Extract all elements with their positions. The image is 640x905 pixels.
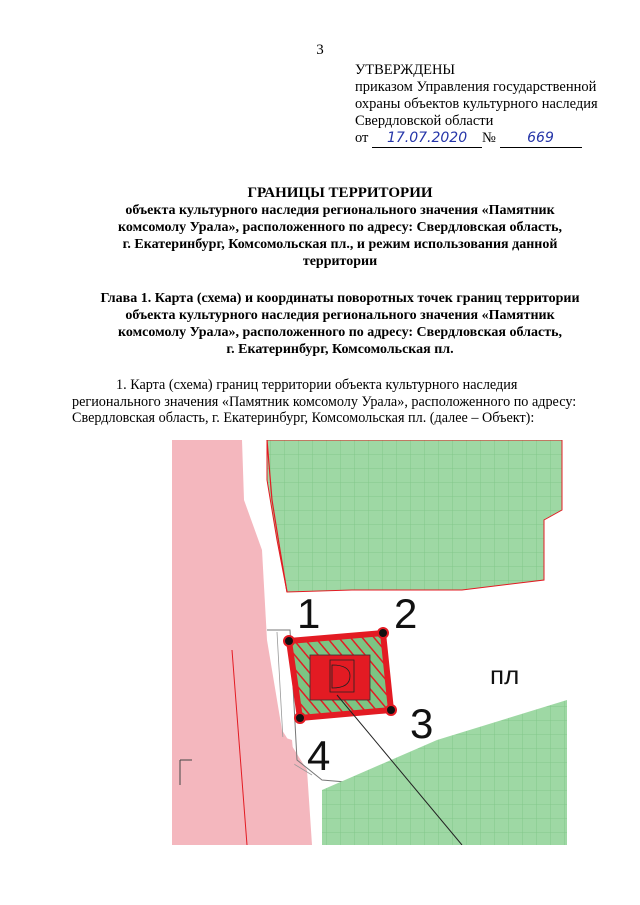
title-line-3: комсомолу Урала», расположенного по адресу: Свердловская область, bbox=[118, 220, 562, 235]
chapter-line-4: г. Екатеринбург, Комсомольская пл. bbox=[226, 342, 454, 357]
area-label: пл bbox=[490, 660, 520, 690]
paragraph-line-1: 1. Карта (схема) границ территории объекта культурного наследия bbox=[116, 377, 518, 393]
date-prefix: от bbox=[355, 130, 369, 146]
point-2-marker bbox=[378, 628, 388, 638]
green-block-top bbox=[267, 440, 562, 592]
number-label: № bbox=[482, 130, 496, 146]
approval-line-1: приказом Управления государственной bbox=[355, 79, 597, 95]
title-line-2: объекта культурного наследия регионального значения «Памятник bbox=[125, 203, 555, 218]
title-line-1: ГРАНИЦЫ ТЕРРИТОРИИ bbox=[247, 185, 433, 201]
point-label-2: 2 bbox=[394, 590, 418, 637]
point-1-marker bbox=[284, 636, 294, 646]
point-label-1: 1 bbox=[297, 590, 321, 637]
chapter-line-1: Глава 1. Карта (схема) и координаты поворотных точек границ территории bbox=[100, 291, 580, 306]
main-title bbox=[80, 185, 600, 270]
approval-line-3: Свердловской области bbox=[355, 113, 494, 129]
title-line-5: территории bbox=[302, 254, 378, 269]
paragraph-1 bbox=[72, 377, 596, 427]
chapter-line-3: комсомолу Урала», расположенного по адресу: Свердловская область, bbox=[118, 325, 562, 340]
approval-number: 669 bbox=[500, 130, 582, 148]
paragraph-line-2: регионального значения «Памятник комсомолу Урала», расположенного по адресу: bbox=[72, 393, 577, 410]
paragraph-line-3: Свердловская область, г. Екатеринбург, Комсомольская пл. (далее – Объект): bbox=[72, 410, 535, 426]
point-label-4: 4 bbox=[307, 732, 331, 779]
approval-line-2: охраны объектов культурного наследия bbox=[355, 96, 598, 112]
territory-map bbox=[172, 440, 567, 845]
approval-date: 17.07.2020 bbox=[372, 130, 482, 148]
point-label-3: 3 bbox=[410, 700, 434, 747]
approval-block bbox=[355, 62, 598, 148]
page-number: 3 bbox=[316, 42, 324, 58]
approval-date-line bbox=[355, 130, 598, 148]
title-line-4: г. Екатеринбург, Комсомольская пл., и режим использования данной bbox=[122, 237, 558, 252]
chapter-line-2: объекта культурного наследия регионального значения «Памятник bbox=[125, 308, 555, 323]
point-3-marker bbox=[386, 705, 396, 715]
point-4-marker bbox=[295, 713, 305, 723]
chapter-title bbox=[80, 290, 600, 358]
approval-heading: УТВЕРЖДЕНЫ bbox=[355, 62, 456, 78]
